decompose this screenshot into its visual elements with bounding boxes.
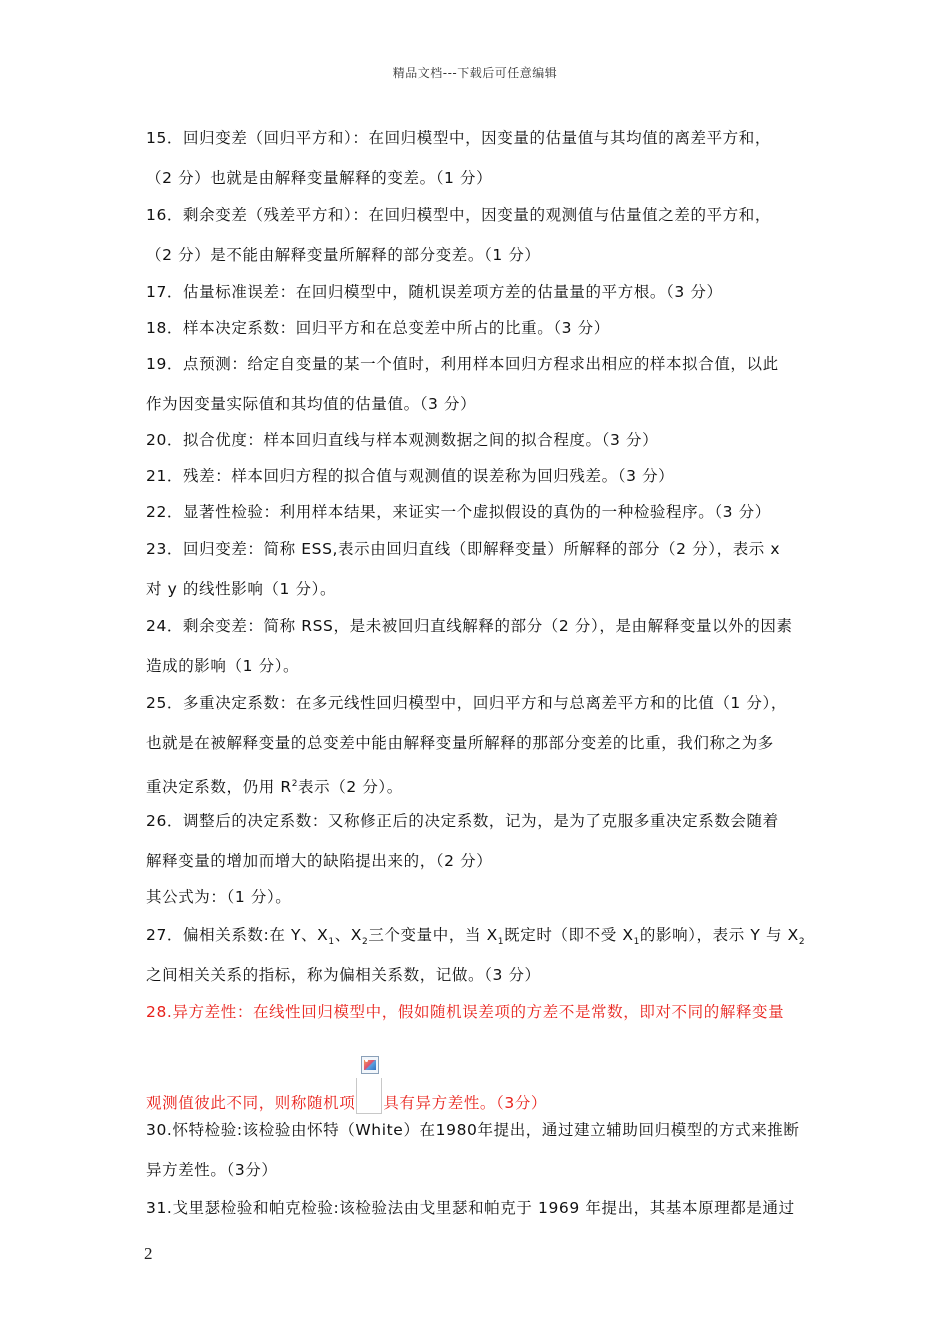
term-25-line-1: 25．多重决定系数：在多元线性回归模型中，回归平方和与总离差平方和的比值（1 分）， — [146, 694, 787, 712]
term-27-text: 既定时（即不受 X — [504, 926, 634, 944]
term-19-line-2: 作为因变量实际值和其均值的估量值。（3 分） — [146, 395, 477, 413]
term-27-text: 三个变量中，当 X — [368, 926, 498, 944]
term-24-line-1: 24．剩余变差：简称 RSS，是未被回归直线解释的部分（2 分），是由解释变量以外的因素 — [146, 617, 793, 635]
term-20: 20．拟合优度：样本回归直线与样本观测数据之间的拟合程度。（3 分） — [146, 431, 659, 449]
term-30-line-2: 异方差性。（3分） — [146, 1161, 278, 1179]
subscript: 1 — [497, 937, 505, 948]
term-25-text-end: 表示（2 分）。 — [298, 778, 403, 797]
term-30-line-1: 30.怀特检验:该检验由怀特（White）在1980年提出，通过建立辅助回归模型的方式来推断 — [146, 1121, 800, 1139]
subscript: 1 — [633, 937, 640, 948]
term-17: 17．估量标准误差：在回归模型中，随机误差项方差的估量量的平方根。（3 分） — [146, 283, 723, 301]
term-27-line-1 — [146, 925, 818, 952]
term-24-line-2: 造成的影响（1 分）。 — [146, 657, 300, 675]
page-number: 2 — [144, 1244, 153, 1263]
term-26-line-3: 其公式为：（1 分）。 — [146, 888, 292, 906]
term-26-line-2: 解释变量的增加而增大的缺陷提出来的，（2 分） — [146, 852, 493, 870]
term-15-line-2: （2 分）也就是由解释变量解释的变差。（1 分） — [146, 169, 493, 187]
term-19-line-1: 19．点预测：给定自变量的某一个值时，利用样本回归方程求出相应的样本拟合值，以此 — [146, 355, 779, 373]
image-placeholder — [356, 1078, 382, 1114]
term-25-text: 重决定系数，仍用 R — [146, 778, 292, 797]
superscript-2: 2 — [291, 779, 299, 789]
page-header: 精品文档---下载后可任意编辑 — [392, 66, 558, 80]
term-25-line-2: 也就是在被解释变量的总变差中能由解释变量所解释的那部分变差的比重，我们称之为多 — [146, 734, 774, 752]
term-28-text-end: 具有异方差性。（3分） — [383, 1094, 548, 1112]
term-22: 22．显著性检验：利用样本结果，来证实一个虚拟假设的真伪的一种检验程序。（3 分） — [146, 503, 771, 521]
term-31-line-1: 31.戈里瑟检验和帕克检验:该检验法由戈里瑟和帕克于 1969 年提出，其基本原理都是通过 — [146, 1199, 795, 1217]
term-28-line-2 — [146, 1078, 818, 1114]
term-27-text: 、X — [334, 926, 363, 944]
term-18: 18．样本决定系数：回归平方和在总变差中所占的比重。（3 分） — [146, 319, 610, 337]
image-placeholder-icon — [361, 1056, 379, 1074]
term-25-line-3 — [146, 774, 818, 797]
term-23-line-2: 对 y 的线性影响（1 分）。 — [146, 580, 337, 598]
term-16-line-2: （2 分）是不能由解释变量所解释的部分变差。（1 分） — [146, 246, 541, 264]
term-28-line-1: 28.异方差性：在线性回归模型中，假如随机误差项的方差不是常数，即对不同的解释变量 — [146, 1003, 785, 1021]
term-28-text: 观测值彼此不同，则称随机项 — [146, 1094, 356, 1112]
term-23-line-1: 23．回归变差：简称 ESS,表示由回归直线（即解释变量）所解释的部分（2 分），表示 x — [146, 540, 781, 558]
subscript: 2 — [798, 937, 806, 948]
term-15-line-1: 15．回归变差（回归平方和）：在回归模型中，因变量的估量值与其均值的离差平方和， — [146, 129, 771, 147]
term-27-line-2: 之间相关关系的指标，称为偏相关系数，记做。（3 分） — [146, 966, 541, 984]
subscript: 2 — [362, 937, 369, 948]
term-21: 21．残差：样本回归方程的拟合值与观测值的误差称为回归残差。（3 分） — [146, 467, 675, 485]
term-16-line-1: 16．剩余变差（残差平方和）：在回归模型中，因变量的观测值与估量值之差的平方和， — [146, 206, 771, 224]
term-26-line-1: 26．调整后的决定系数：又称修正后的决定系数，记为，是为了克服多重决定系数会随着 — [146, 812, 779, 830]
subscript: 1 — [328, 937, 335, 948]
term-27-text: 的影响），表示 Y 与 X — [639, 926, 799, 944]
term-27-text: 27．偏相关系数:在 Y、X — [146, 926, 329, 944]
